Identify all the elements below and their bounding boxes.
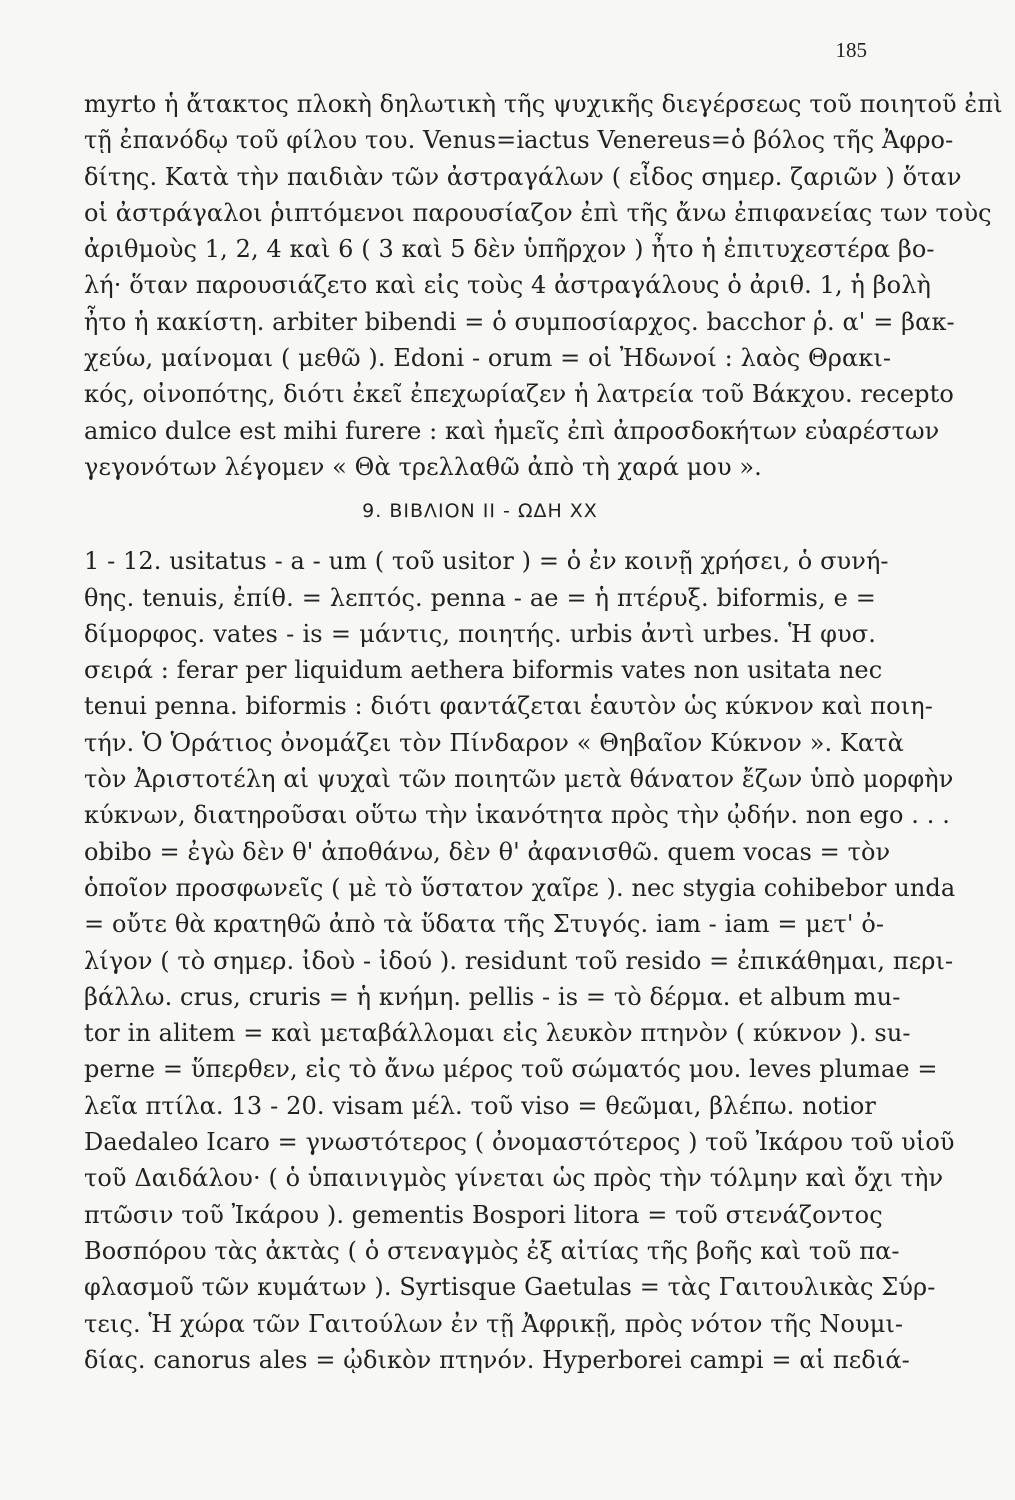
text-line: βάλλω. crus, cruris = ἡ κνήμη. pellis - is = τὸ δέρμα. et album mu- [84, 982, 901, 1011]
text-line: χεύω, μαίνομαι ( μεθῶ ). Edoni - orum = οἱ Ἠδωνοί : λαὸς Θρακι- [84, 344, 892, 373]
text-line: φλασμοῦ τῶν κυμάτων ). Syrtisque Gaetulas = τὰς Γαιτουλικὰς Σύρ- [84, 1273, 936, 1302]
text-line: τὸν Ἀριστοτέλη αἱ ψυχαὶ τῶν ποιητῶν μετὰ θάνατον ἔζων ὑπὸ μορφὴν [84, 765, 954, 794]
text-line: λίγον ( τὸ σημερ. ἰδοὺ - ἰδού ). residunt τοῦ resido = ἐπικάθημαι, περι- [84, 946, 954, 975]
text-line: perne = ὕπερθεν, εἰς τὸ ἄνω μέρος τοῦ σώματός μου. leves plumae = [84, 1055, 938, 1084]
text-line: τῇ ἐπανόδῳ τοῦ φίλου του. Venus=iactus Venereus=ὁ βόλος τῆς Ἀφρο- [84, 126, 954, 155]
text-line: ἀριθμοὺς 1, 2, 4 καὶ 6 ( 3 καὶ 5 δὲν ὑπῆρχον ) ἦτο ἡ ἐπιτυχεστέρα βο- [84, 235, 935, 264]
text-line: δίτης. Κατὰ τὴν παιδιὰν τῶν ἀστραγάλων ( εἶδος σημερ. ζαριῶν ) ὅταν [84, 162, 962, 191]
text-line: λή· ὅταν παρουσιάζετο καὶ εἰς τοὺς 4 ἀστραγάλους ὁ ἀριθ. 1, ἡ βολὴ [84, 271, 931, 300]
text-line: σειρά : ferar per liquidum aethera biformis vates non usitata nec [84, 656, 883, 685]
text-line: λεῖα πτίλα. 13 - 20. visam μέλ. τοῦ viso = θεῶμαι, βλέπω. notior [84, 1091, 876, 1120]
text-line: οἱ ἀστράγαλοι ῥιπτόμενοι παρουσίαζον ἐπὶ τῆς ἄνω ἐπιφανείας των τοὺς [84, 198, 992, 227]
text-line: Βοσπόρου τὰς ἀκτὰς ( ὁ στεναγμὸς ἐξ αἰτίας τῆς βοῆς καὶ τοῦ πα- [84, 1236, 900, 1265]
text-line: amico dulce est mihi furere : καὶ ἡμεῖς ἐπὶ ἀπροσδοκήτων εὐαρέστων [84, 416, 940, 445]
text-line: = οὔτε θὰ κρατηθῶ ἀπὸ τὰ ὕδατα τῆς Στυγός. iam - iam = μετ' ὀ- [84, 910, 885, 939]
text-line: obibo = ἐγὼ δὲν θ' ἀποθάνω, δὲν θ' ἀφανισθῶ. quem vocas = τὸν [84, 837, 891, 866]
text-line: τεις. Ἡ χώρα τῶν Γαιτούλων ἐν τῇ Ἀφρικῇ, πρὸς νότον τῆς Νουμι- [84, 1309, 904, 1338]
text-line: δίμορφος. vates - is = μάντις, ποιητής. urbis ἀντὶ urbes. Ἡ φυσ. [84, 619, 876, 648]
text-line: κός, οἰνοπότης, διότι ἐκεῖ ἐπεχωρίαζεν ἡ λατρεία τοῦ Βάκχου. recepto [84, 380, 954, 409]
text-line: 1 - 12. usitatus - a - um ( τοῦ usitor ) = ὁ ἐν κοινῇ χρήσει, ὁ συνή- [84, 547, 889, 576]
text-line: Daedaleo Icaro = γνωστότερος ( ὀνομαστότερος ) τοῦ Ἰκάρου τοῦ υἱοῦ [84, 1128, 955, 1157]
text-line: ἦτο ἡ κακίστη. arbiter bibendi = ὁ συμποσίαρχος. bacchor ῥ. α' = βακ- [84, 307, 955, 336]
section-2 [84, 543, 956, 1378]
text-line: τοῦ Δαιδάλου· ( ὁ ὑπαινιγμὸς γίνεται ὡς πρὸς τὴν τόλμην καὶ ὄχι τὴν [84, 1164, 944, 1193]
text-line: πτῶσιν τοῦ Ἰκάρου ). gementis Bospori litora = τοῦ στενάζοντος [84, 1200, 883, 1229]
text-line: γεγονότων λέγομεν « Θὰ τρελλαθῶ ἀπὸ τὴ χαρά μου ». [84, 452, 762, 481]
section-heading: 9. ΒΙΒΛΙΟΝ ΙΙ - ΩΔΗ ΧΧ [362, 500, 598, 523]
text-body [84, 86, 1003, 1378]
text-line: myrto ἡ ἄτακτος πλοκὴ δηλωτικὴ τῆς ψυχικῆς διεγέρσεως τοῦ ποιητοῦ ἐπὶ [84, 90, 1003, 118]
text-line: tor in alitem = καὶ μεταβάλλομαι εἰς λευκὸν πτηνὸν ( κύκνον ). su- [84, 1019, 911, 1048]
text-line: κύκνων, διατηροῦσαι οὕτω τὴν ἱκανότητα πρὸς τὴν ᾠδήν. non ego . . . [84, 801, 950, 830]
section-1 [84, 86, 1003, 485]
text-line: tenui penna. biformis : διότι φαντάζεται ἑαυτὸν ὡς κύκνον καὶ ποιη- [84, 692, 933, 721]
text-line: δίας. canorus ales = ᾠδικὸν πτηνόν. Hyperborei campi = αἱ πεδιά- [84, 1345, 910, 1374]
text-line: θης. tenuis, ἐπίθ. = λεπτός. penna - ae = ἡ πτέρυξ. biformis, e = [84, 583, 876, 612]
page-number: 185 [835, 38, 867, 62]
text-line: ὁποῖον προσφωνεῖς ( μὲ τὸ ὕστατον χαῖρε ). nec stygia cohibebor unda [84, 873, 956, 902]
text-line: τήν. Ὁ Ὁράτιος ὀνομάζει τὸν Πίνδαρον « Θηβαῖον Κύκνον ». Κατὰ [84, 728, 904, 757]
